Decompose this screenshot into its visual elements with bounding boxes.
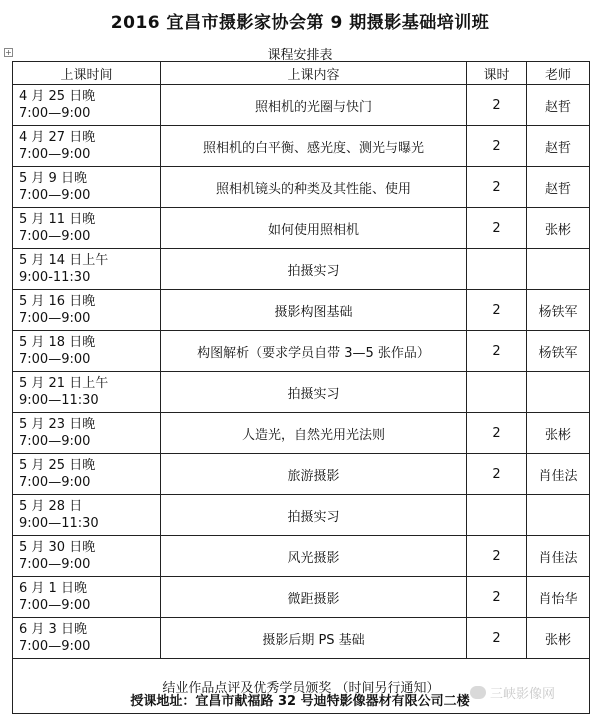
cell-hours: 2: [467, 454, 527, 495]
watermark-text: 三峡影像网: [490, 687, 556, 702]
cell-hour-range: 7:00—9:00: [19, 475, 91, 490]
cell-hour-range: 9:00—11:30: [19, 516, 99, 531]
table-subtitle: 课程安排表: [267, 48, 333, 63]
cell-hour-range: 7:00—9:00: [19, 639, 91, 654]
cell-hours: 2: [467, 618, 527, 659]
cell-date: 5 月 14 日上午: [19, 253, 109, 268]
cell-content: 照相机的光圈与快门: [161, 85, 467, 126]
cell-content: 拍摄实习: [161, 372, 467, 413]
cell-content: 如何使用照相机: [161, 208, 467, 249]
table-header-row: [13, 62, 590, 85]
cell-content: 照相机镜头的种类及其性能、使用: [161, 167, 467, 208]
cell-date: 5 月 23 日晚: [19, 417, 96, 432]
cell-content: 构图解析（要求学员自带 3—5 张作品）: [161, 331, 467, 372]
cell-hour-range: 7:00—9:00: [19, 188, 91, 203]
cell-content: 旅游摄影: [161, 454, 467, 495]
cell-hours: [467, 495, 527, 536]
cell-hours: 2: [467, 577, 527, 618]
cell-teacher: 肖佳法: [527, 454, 590, 495]
cell-content: 人造光，自然光用光法则: [161, 413, 467, 454]
table-row: [13, 577, 590, 618]
cell-teacher: 张彬: [527, 413, 590, 454]
footer-note: 结业作品点评及优秀学员颁奖 （时间另行通知）: [13, 659, 590, 714]
header-teacher: 老师: [527, 62, 590, 85]
table-row: [13, 413, 590, 454]
cell-content: 照相机的白平衡、感光度、测光与曝光: [161, 126, 467, 167]
cell-hour-range: 7:00—9:00: [19, 147, 91, 162]
header-content: 上课内容: [161, 62, 467, 85]
cell-time: [13, 208, 161, 249]
cell-hours: 2: [467, 208, 527, 249]
cell-hour-range: 7:00—9:00: [19, 229, 91, 244]
table-row: [13, 331, 590, 372]
cell-time: [13, 577, 161, 618]
header-time: 上课时间: [13, 62, 161, 85]
cell-time: [13, 618, 161, 659]
cell-hours: 2: [467, 413, 527, 454]
cell-hours: 2: [467, 167, 527, 208]
cell-content: 拍摄实习: [161, 249, 467, 290]
table-row: [13, 372, 590, 413]
class-address: 授课地址：宜昌市献福路 32 号迪特影像器材有限公司二楼: [130, 694, 470, 709]
cell-time: [13, 290, 161, 331]
cell-teacher: 赵哲: [527, 167, 590, 208]
cell-time: [13, 331, 161, 372]
cell-hour-range: 9:00—11:30: [19, 393, 99, 408]
cell-content: 摄影构图基础: [161, 290, 467, 331]
cell-hours: 2: [467, 331, 527, 372]
cell-date: 5 月 11 日晚: [19, 212, 96, 227]
cell-hour-range: 7:00—9:00: [19, 352, 91, 367]
cell-hours: 2: [467, 290, 527, 331]
cell-date: 6 月 3 日晚: [19, 622, 87, 637]
cell-time: [13, 495, 161, 536]
cell-teacher: [527, 249, 590, 290]
cell-time: [13, 85, 161, 126]
cell-teacher: 肖怡华: [527, 577, 590, 618]
cell-hour-range: 7:00—9:00: [19, 434, 91, 449]
cell-hour-range: 9:00-11:30: [19, 270, 91, 285]
table-row: [13, 126, 590, 167]
cell-teacher: 赵哲: [527, 126, 590, 167]
table-row: [13, 249, 590, 290]
cell-time: [13, 413, 161, 454]
cell-date: 4 月 27 日晚: [19, 130, 96, 145]
cell-hours: [467, 372, 527, 413]
schedule-table: [12, 61, 590, 714]
cell-hour-range: 7:00—9:00: [19, 598, 91, 613]
cell-content: 风光摄影: [161, 536, 467, 577]
cell-time: [13, 167, 161, 208]
table-expand-icon[interactable]: +: [5, 48, 12, 57]
cell-hours: 2: [467, 85, 527, 126]
cell-content: 微距摄影: [161, 577, 467, 618]
cell-teacher: [527, 372, 590, 413]
cell-teacher: 杨铁军: [527, 331, 590, 372]
table-row: [13, 208, 590, 249]
cell-content: 摄影后期 PS 基础: [161, 618, 467, 659]
table-row: [13, 495, 590, 536]
cell-teacher: 肖佳法: [527, 536, 590, 577]
cell-teacher: 张彬: [527, 618, 590, 659]
cell-date: 5 月 21 日上午: [19, 376, 109, 391]
cell-time: [13, 372, 161, 413]
cell-date: 4 月 25 日晚: [19, 89, 96, 104]
cell-teacher: [527, 495, 590, 536]
cell-hours: 2: [467, 126, 527, 167]
table-row: [13, 454, 590, 495]
cell-date: 6 月 1 日晚: [19, 581, 87, 596]
cell-time: [13, 536, 161, 577]
cell-time: [13, 126, 161, 167]
cell-hour-range: 7:00—9:00: [19, 311, 91, 326]
table-row: [13, 167, 590, 208]
cell-date: 5 月 30 日晚: [19, 540, 96, 555]
table-body: [13, 85, 590, 659]
cell-teacher: 杨铁军: [527, 290, 590, 331]
wechat-icon: [470, 686, 486, 699]
cell-teacher: 赵哲: [527, 85, 590, 126]
cell-hours: [467, 249, 527, 290]
table-row: [13, 536, 590, 577]
cell-hour-range: 7:00—9:00: [19, 106, 91, 121]
cell-teacher: 张彬: [527, 208, 590, 249]
cell-date: 5 月 28 日: [19, 499, 83, 514]
cell-time: [13, 249, 161, 290]
cell-date: 5 月 16 日晚: [19, 294, 96, 309]
table-row: [13, 618, 590, 659]
cell-time: [13, 454, 161, 495]
header-hours: 课时: [467, 62, 527, 85]
cell-hours: 2: [467, 536, 527, 577]
cell-date: 5 月 9 日晚: [19, 171, 87, 186]
watermark: [470, 683, 555, 702]
cell-date: 5 月 18 日晚: [19, 335, 96, 350]
table-row: [13, 290, 590, 331]
cell-date: 5 月 25 日晚: [19, 458, 96, 473]
cell-hour-range: 7:00—9:00: [19, 557, 91, 572]
cell-content: 拍摄实习: [161, 495, 467, 536]
document-title: 2016 宜昌市摄影家协会第 9 期摄影基础培训班: [110, 13, 490, 33]
table-row: [13, 85, 590, 126]
